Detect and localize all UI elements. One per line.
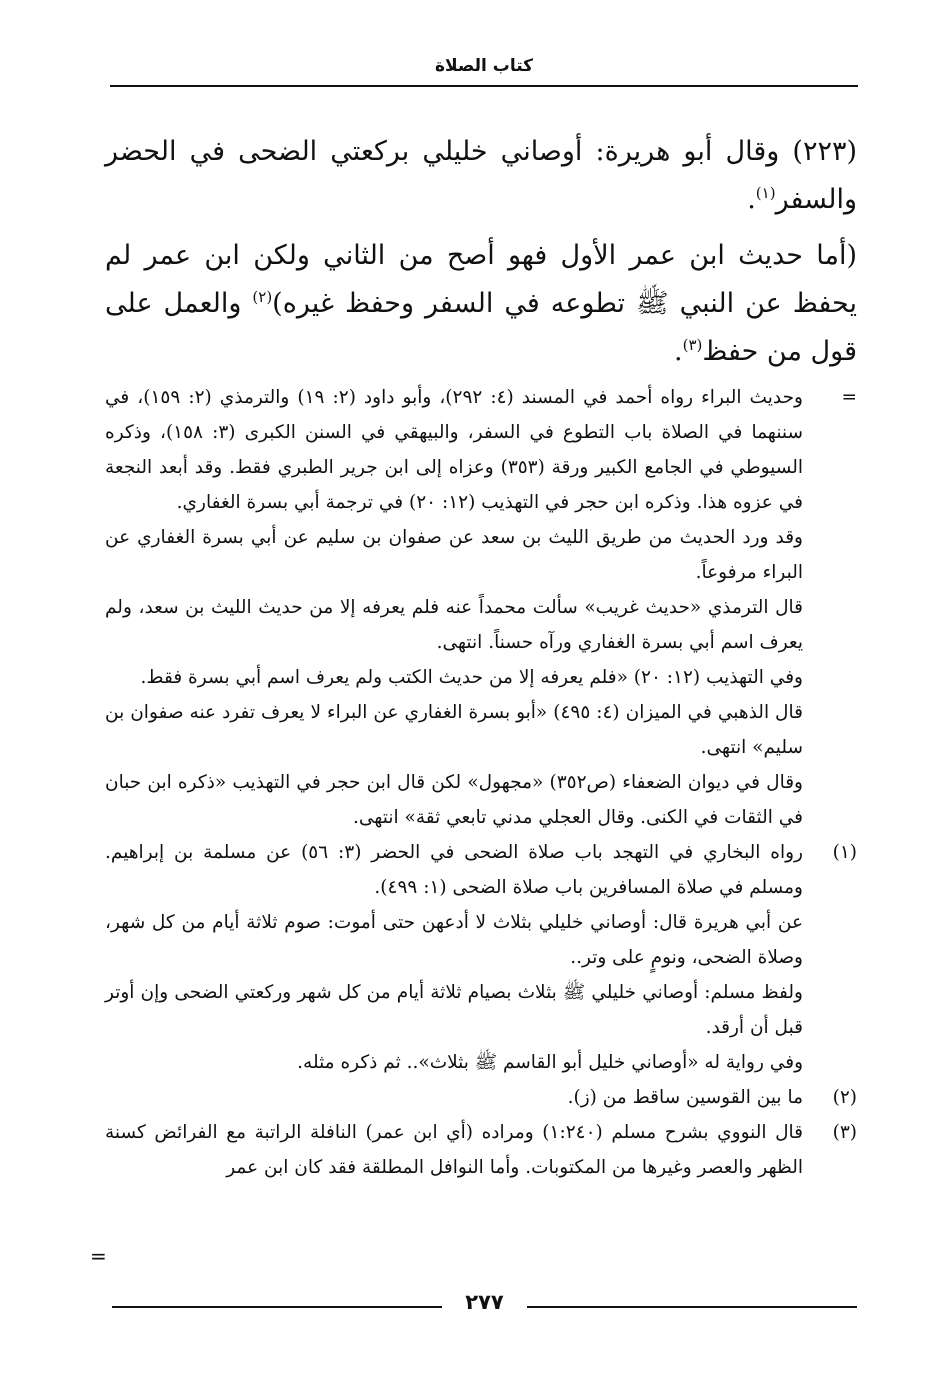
footnote-3 (105, 1115, 857, 1185)
footnote-1-number: (١) (832, 842, 857, 863)
footnote-ref-2[interactable]: (٢) (252, 288, 273, 306)
footnote-para: وقال في ديوان الضعفاء (ص٣٥٢) «مجهول» لكن قال ابن حجر في التهذيب «ذكره ابن حبان في الثقات في الكنى. وقال العجلي مدني تابعي ثقة» انتهى. (105, 772, 803, 828)
footnote-para: وفي رواية له «أوصاني خليل أبو القاسم ﷺ بثلاث».. ثم ذكره مثله. (297, 1052, 803, 1073)
footnote-para: قال النووي بشرح مسلم (١:٢٤٠) ومراده (أي ابن عمر) النافلة الراتبة مع الفرائض كسنة الظهر والعصر وغيرها من المكتوبات. وأما النوافل المطلقة فقد كان ابن عمر (105, 1122, 803, 1178)
footnote-para: وحديث البراء رواه أحمد في المسند (٤: ٢٩٢)، وأبو داود (٢: ١٩) والترمذي (٢: ١٥٩)، في سننهما في الصلاة باب التطوع في السفر، والبيهقي في السنن الكبرى (٣: ١٥٨)، وذكره السيوطي في الجامع الكبير ورقة (٣٥٣) وعزاه إلى ابن جرير الطبري فقط. وقد أبعد النجعة في عزوه هذا. وذكره ابن حجر في التهذيب (١٢: ٢٠) في ترجمة أبي بسرة الغفاري. (105, 387, 803, 513)
commentary-text-b: والعمل على قول من حفظ (105, 288, 857, 367)
page-number: ٢٧٧ (465, 1290, 504, 1314)
footnote-3-number: (٣) (832, 1122, 857, 1143)
footnote-continued (105, 380, 857, 835)
footnote-para: قال الذهبي في الميزان (٤: ٤٩٥) «أبو بسرة الغفاري عن البراء لا يعرف تفرد عنه صفوان بن سليم» انتهى. (105, 702, 803, 758)
footnote-para: وفي التهذيب (١٢: ٢٠) «فلم يعرفه إلا من حديث الكتب ولم يعرف اسم أبي بسرة فقط. (140, 667, 803, 688)
continuation-marker: = (841, 387, 857, 408)
commentary-text-a: (أما حديث ابن عمر الأول فهو أصح من الثاني ولكن ابن عمر لم يحفظ عن النبي ﷺ تطوعه في السفر وحفظ غيره) (105, 240, 857, 319)
hadith-223-end: . (747, 184, 756, 215)
running-header: كتاب الصلاة (434, 56, 534, 76)
commentary-paragraph (105, 232, 857, 376)
footnote-para: قال الترمذي «حديث غريب» سألت محمداً عنه فلم يعرفه إلا من حديث الليث بن سعد، ولم يعرف اسم أبي بسرة الغفاري ورآه حسناً. انتهى. (105, 597, 803, 653)
commentary-end: . (673, 336, 683, 367)
hadith-223-text: (٢٢٣) وقال أبو هريرة: أوصاني خليلي بركعتي الضحى في الحضر والسفر (105, 136, 857, 215)
footnote-1 (105, 835, 857, 1080)
header-rule (110, 85, 858, 87)
footnote-ref-3[interactable]: (٣) (682, 336, 703, 354)
continuation-end-marker: = (90, 1244, 107, 1268)
footer-rule-left (112, 1306, 442, 1308)
footnote-2 (105, 1080, 857, 1115)
footnote-para: عن أبي هريرة قال: أوصاني خليلي بثلاث لا أدعهن حتى أموت: صوم ثلاثة أيام من كل شهر، وصلاة الضحى، ونومٍ على وتر.. (105, 912, 803, 968)
footnote-2-number: (٢) (832, 1087, 857, 1108)
footnote-para: رواه البخاري في التهجد باب صلاة الضحى في الحضر (٣: ٥٦) عن مسلمة بن إبراهيم. ومسلم في صلاة المسافرين باب صلاة الضحى (١: ٤٩٩). (105, 842, 803, 898)
footnotes-section (105, 380, 857, 1185)
footer-rule-right (527, 1306, 857, 1308)
footnote-para: ما بين القوسين ساقط من (ز). (567, 1087, 803, 1108)
page-footer (112, 1290, 857, 1320)
footnote-para: وقد ورد الحديث من طريق الليث بن سعد عن صفوان بن سليم عن أبي بسرة الغفاري عن البراء مرفوعاً. (105, 527, 803, 583)
footnote-para: ولفظ مسلم: أوصاني خليلي ﷺ بثلاث بصيام ثلاثة أيام من كل شهر وركعتي الضحى وإن أوتر قبل أن أرقد. (105, 982, 803, 1038)
footnote-ref-1[interactable]: (١) (755, 184, 776, 202)
hadith-223 (105, 128, 857, 224)
